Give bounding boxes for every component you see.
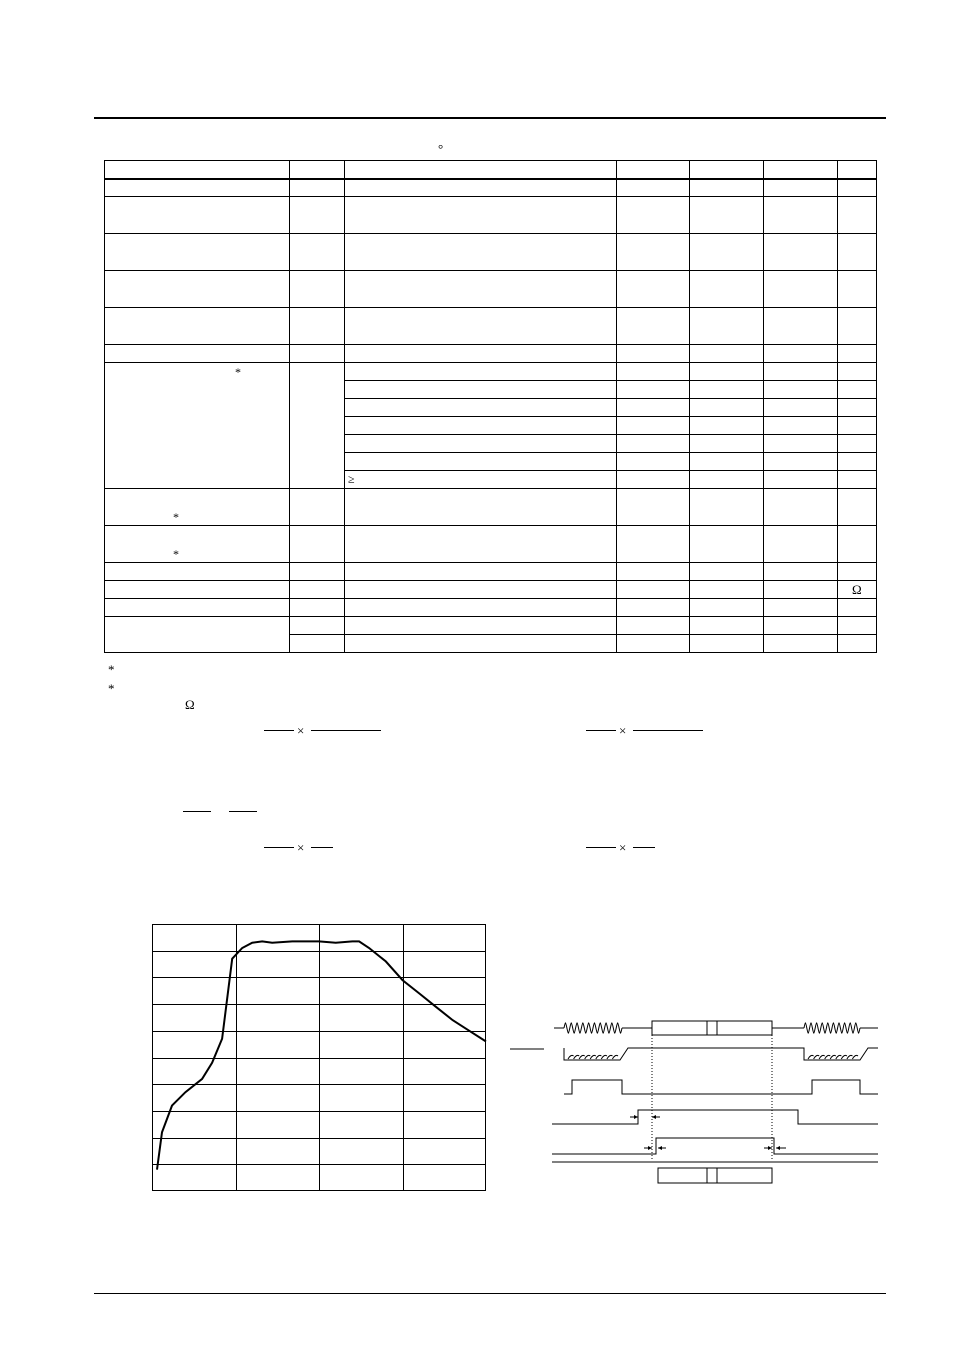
timing-arrow [776, 1146, 780, 1150]
timing-output-box [658, 1168, 772, 1183]
footnote-star-1: * [108, 662, 115, 677]
table-row [105, 489, 877, 526]
timing-sawtooth-right [808, 1055, 858, 1059]
table-row [105, 563, 877, 581]
table-row [105, 599, 877, 617]
table-row [105, 581, 877, 599]
formula-fraction-bar [633, 730, 703, 731]
footnote-marker: * [173, 510, 179, 524]
degree-symbol: ° [438, 141, 444, 156]
footnote-marker: * [235, 365, 241, 379]
timing-arrow [648, 1146, 652, 1150]
timing-arrow [658, 1146, 662, 1150]
footnote-star-2: * [108, 681, 115, 696]
characteristic-curve-chart [152, 924, 486, 1191]
timing-data-box [652, 1021, 772, 1035]
geq-symbol: ≥ [348, 472, 355, 486]
chart-grid [152, 924, 486, 1191]
table-row [105, 197, 877, 234]
electrical-characteristics-table [104, 160, 877, 653]
footer-rule [94, 1293, 886, 1294]
table-header-row [105, 161, 877, 179]
ohm-symbol: Ω [852, 582, 862, 597]
timing-sawtooth-left [568, 1055, 618, 1059]
timing-arrow [634, 1115, 638, 1119]
timing-arrow [768, 1146, 772, 1150]
header-rule [94, 117, 886, 119]
formula-times: × [297, 723, 305, 738]
table-row [105, 271, 877, 308]
table-row [105, 179, 877, 197]
table-row [105, 234, 877, 271]
timing-signal-5 [552, 1138, 878, 1154]
formula-fraction-bar [311, 847, 333, 848]
formula-fraction-bar [229, 811, 257, 812]
table-row [105, 526, 877, 563]
formula-fraction-bar [264, 847, 294, 848]
timing-signal-3 [564, 1080, 878, 1094]
formula-fraction-bar [311, 730, 381, 731]
formula-fraction-bar [586, 847, 616, 848]
table-row [105, 617, 877, 635]
timing-oscillation-left [564, 1023, 622, 1034]
formula-times: × [297, 840, 305, 855]
chart-series-line [157, 941, 486, 1169]
formula-times: × [619, 723, 627, 738]
formula-fraction-bar [183, 811, 211, 812]
formula-times: × [619, 840, 627, 855]
formula-fraction-bar [586, 730, 616, 731]
table-row [105, 308, 877, 345]
footnote-ohm: Ω [185, 697, 195, 712]
footnote-marker: * [173, 547, 179, 561]
timing-diagram [508, 1010, 888, 1190]
formula-fraction-bar [264, 730, 294, 731]
timing-signal-4 [552, 1110, 878, 1124]
table-row [105, 363, 877, 381]
timing-arrow [652, 1115, 656, 1119]
timing-oscillation-right [804, 1023, 860, 1034]
table-row [105, 345, 877, 363]
formula-fraction-bar [633, 847, 655, 848]
